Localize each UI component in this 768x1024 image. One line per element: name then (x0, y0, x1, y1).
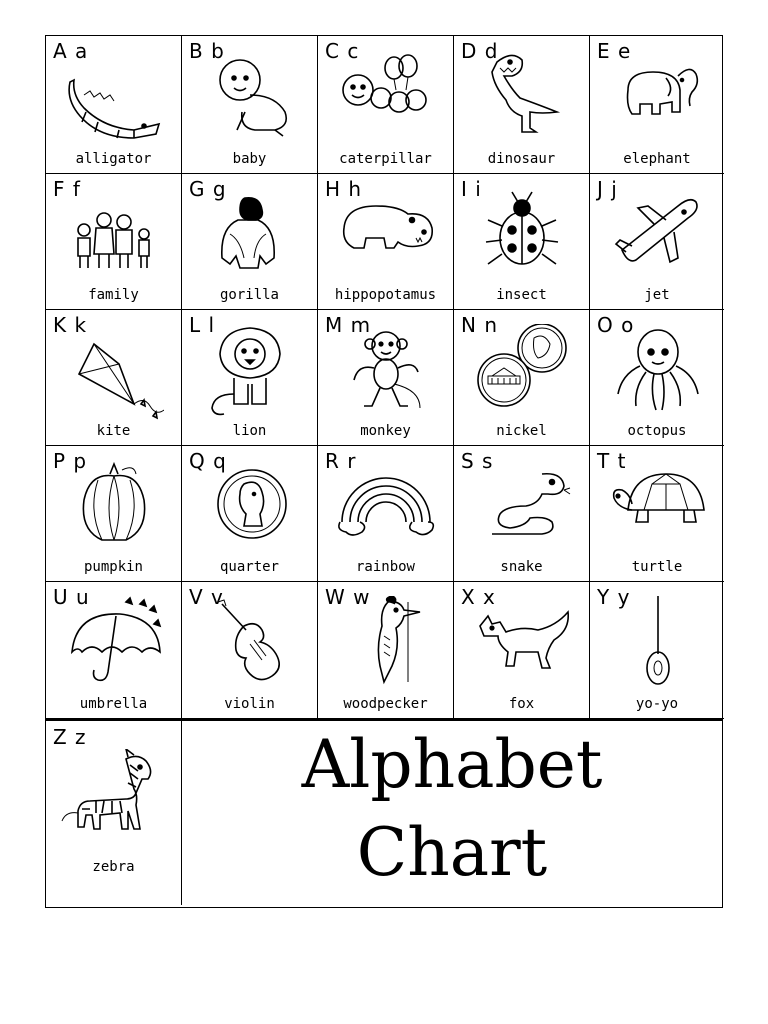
cell-n (454, 310, 590, 446)
woodpecker-icon (336, 596, 436, 696)
word-label: hippopotamus (334, 287, 437, 303)
letter-pair: D d (461, 39, 499, 63)
letter-pair: C c (325, 39, 360, 63)
cell-v (182, 582, 318, 719)
umbrella-icon (64, 596, 164, 696)
word-label: turtle (631, 559, 683, 575)
jet-icon (608, 188, 708, 288)
title-line-2: Chart (356, 814, 548, 891)
letter-pair: B b (189, 39, 225, 63)
cell-r (318, 446, 454, 582)
word-label: rainbow (355, 559, 415, 575)
letter-pair: T t (597, 449, 627, 473)
word-label: caterpillar (339, 151, 432, 167)
gorilla-icon (200, 188, 300, 288)
family-icon (64, 188, 164, 288)
letter-pair: V v (189, 585, 224, 609)
letter-grid (46, 36, 722, 719)
title-line-1: Alphabet (301, 726, 603, 803)
word-label: fox (508, 696, 535, 712)
word-label: umbrella (79, 696, 148, 712)
yoyo-icon (608, 596, 708, 696)
pumpkin-icon (64, 460, 164, 560)
turtle-icon (608, 460, 708, 560)
cell-j (590, 174, 724, 310)
letter-pair: U u (53, 585, 90, 609)
cell-z (46, 721, 182, 905)
cell-h (318, 174, 454, 310)
letter-pair: E e (597, 39, 632, 63)
quarter-icon (200, 460, 300, 560)
letter-pair: J j (597, 177, 618, 201)
cell-m (318, 310, 454, 446)
letter-pair: R r (325, 449, 357, 473)
fox-icon (472, 596, 572, 696)
cell-k (46, 310, 182, 446)
cell-x (454, 582, 590, 719)
violin-icon (200, 596, 300, 696)
cell-l (182, 310, 318, 446)
word-label: baby (232, 151, 267, 167)
hippopotamus-icon (336, 188, 436, 288)
caterpillar-icon (336, 50, 436, 150)
letter-pair: X x (461, 585, 496, 609)
cell-u (46, 582, 182, 719)
word-label: yo-yo (635, 696, 679, 712)
zebra-icon (56, 749, 174, 849)
word-label: zebra (92, 859, 135, 875)
word-label: dinosaur (487, 151, 556, 167)
letter-pair: Y y (597, 585, 631, 609)
kite-icon (64, 324, 164, 424)
letter-pair: Z z (53, 725, 87, 749)
alligator-icon (64, 50, 164, 150)
word-label: jet (644, 287, 670, 303)
bottom-row (46, 719, 722, 905)
word-label: woodpecker (343, 696, 428, 712)
cell-d (454, 36, 590, 174)
cell-f (46, 174, 182, 310)
word-label: lion (232, 423, 267, 439)
word-label: quarter (219, 559, 279, 575)
alphabet-chart (45, 35, 723, 908)
word-label: alligator (75, 151, 152, 167)
letter-pair: N n (461, 313, 498, 337)
word-label: elephant (623, 151, 691, 167)
cell-b (182, 36, 318, 174)
word-label: family (88, 287, 139, 303)
word-label: kite (96, 423, 131, 439)
baby-icon (200, 50, 300, 150)
cell-p (46, 446, 182, 582)
word-label: gorilla (219, 287, 279, 303)
cell-w (318, 582, 454, 719)
cell-q (182, 446, 318, 582)
nickel-icon (472, 324, 572, 424)
snake-icon (472, 460, 572, 560)
octopus-icon (608, 324, 708, 424)
word-label: monkey (360, 423, 411, 439)
letter-pair: O o (597, 313, 635, 337)
letter-pair: A a (53, 39, 89, 63)
letter-pair: L l (189, 313, 216, 337)
cell-g (182, 174, 318, 310)
letter-pair: W w (325, 585, 371, 609)
letter-pair: I i (461, 177, 482, 201)
letter-pair: P p (53, 449, 88, 473)
cell-t (590, 446, 724, 582)
cell-y (590, 582, 724, 719)
chart-title (182, 721, 722, 905)
dinosaur-icon (472, 50, 572, 150)
letter-pair: F f (53, 177, 81, 201)
word-label: pumpkin (83, 559, 143, 575)
lion-icon (200, 324, 300, 424)
word-label: nickel (496, 423, 547, 439)
word-label: snake (500, 559, 543, 575)
word-label: octopus (627, 423, 687, 439)
letter-pair: K k (53, 313, 88, 337)
monkey-icon (336, 324, 436, 424)
cell-c (318, 36, 454, 174)
letter-pair: G g (189, 177, 227, 201)
word-label: violin (224, 696, 275, 712)
word-label: insect (496, 287, 547, 303)
cell-i (454, 174, 590, 310)
insect-icon (472, 188, 572, 288)
cell-s (454, 446, 590, 582)
rainbow-icon (336, 460, 436, 560)
letter-pair: Q q (189, 449, 227, 473)
elephant-icon (608, 50, 708, 150)
letter-pair: H h (325, 177, 363, 201)
cell-e (590, 36, 724, 174)
cell-a (46, 36, 182, 174)
letter-pair: S s (461, 449, 494, 473)
letter-pair: M m (325, 313, 372, 337)
cell-o (590, 310, 724, 446)
